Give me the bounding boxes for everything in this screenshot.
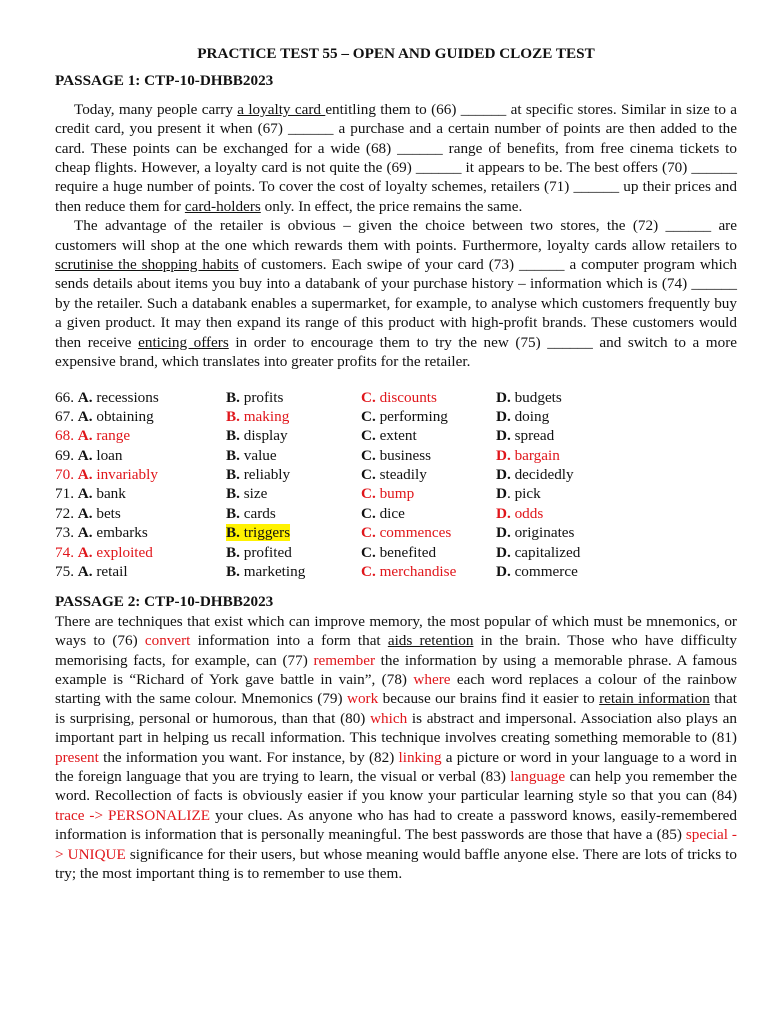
- option-text: marketing: [243, 563, 306, 581]
- option-b: [226, 562, 305, 581]
- option-c: [361, 543, 436, 562]
- option-letter: A.: [77, 388, 93, 406]
- option-letter: B.: [226, 446, 240, 464]
- option-a: [55, 446, 123, 465]
- option-d: [496, 426, 554, 445]
- question-row: [55, 543, 737, 562]
- option-letter: D.: [496, 466, 511, 484]
- option-d: [496, 523, 574, 542]
- option-letter: A.: [77, 466, 93, 484]
- option-b: [226, 504, 276, 523]
- option-letter: C.: [361, 407, 376, 425]
- option-text: merchandise: [379, 563, 457, 581]
- option-a: [55, 465, 158, 484]
- answer-options: [55, 388, 737, 582]
- option-a: [55, 504, 121, 523]
- option-letter: D: [496, 485, 507, 503]
- passage-text: the information by using a memorable phrase. A famous example is “Richard of York gave battle in vain”, (78): [55, 651, 737, 689]
- question-number: 74.: [55, 543, 78, 561]
- option-letter: D.: [496, 388, 511, 406]
- option-letter: D.: [496, 446, 511, 464]
- option-text: dice: [379, 504, 405, 522]
- passage-text: in the brain. Those who have difficulty memorising facts, for example, can (77): [55, 632, 737, 669]
- option-b: [226, 543, 292, 562]
- answer-text: linking: [398, 748, 442, 766]
- passage-text: information into a form that: [190, 632, 388, 650]
- passage-text: Today, many people carry: [74, 100, 238, 118]
- option-letter: D.: [496, 504, 511, 522]
- option-text: benefited: [379, 543, 437, 561]
- option-text: budgets: [514, 388, 562, 406]
- option-b: [226, 465, 290, 484]
- option-text: obtaining: [96, 407, 154, 425]
- passage-text: is abstract and impersonal. Association also plays an important part in helping us recall information. This technique involves creating something memorable to (81): [55, 709, 737, 747]
- option-letter: A.: [77, 563, 93, 581]
- question-number: 72.: [55, 504, 78, 522]
- option-letter: B.: [226, 466, 240, 484]
- option-letter: B.: [226, 524, 240, 542]
- option-c: [361, 388, 437, 407]
- option-letter: C.: [361, 427, 376, 445]
- question-number: 70.: [55, 466, 78, 484]
- question-row: [55, 523, 737, 542]
- underlined-phrase: scrutinise the shopping habits: [55, 256, 239, 274]
- underlined-phrase: enticing offers: [138, 333, 229, 351]
- option-c: [361, 465, 427, 484]
- question-row: [55, 407, 737, 426]
- underlined-phrase: card-holders: [184, 197, 261, 215]
- option-text: bank: [96, 485, 126, 503]
- option-letter: A.: [77, 524, 93, 542]
- option-c: [361, 407, 448, 426]
- option-d: [496, 388, 562, 407]
- option-text: bargain: [514, 446, 560, 464]
- question-row: [55, 504, 737, 523]
- passage-text: only. In effect, the price remains the same.: [260, 197, 523, 215]
- option-letter: D.: [496, 543, 511, 561]
- option-letter: C.: [361, 504, 376, 522]
- passage-text: of customers. Each swipe of your card (73) ______ a computer program which sends details about items you buy into a databank of your purchase history – information which is (74) ______ by the retailer. Such a databank enables a supermarket, for example, to analyse which customers frequently buy a given product. It may then expand its range of this product with high-profit brands. These customers would then receive: [55, 256, 738, 351]
- option-text: commerce: [514, 563, 578, 581]
- passage-text: can help you remember the word. Recollection of facts is obviously easier if you know your particular learning style so that you can (84): [55, 768, 738, 805]
- option-b: [226, 523, 290, 542]
- option-d: [496, 562, 578, 581]
- option-letter: D.: [496, 427, 511, 445]
- passage1-heading: PASSAGE 1: CTP-10-DHBB2023: [55, 72, 274, 90]
- option-letter: A.: [77, 407, 93, 425]
- answer-text: present: [55, 748, 99, 766]
- question-row: [55, 484, 737, 503]
- question-number: 71.: [55, 485, 78, 503]
- underlined-phrase: a loyalty card: [237, 100, 326, 118]
- answer-text: trace -> PERSONALIZE: [55, 806, 211, 824]
- option-letter: B.: [226, 485, 240, 503]
- option-a: [55, 484, 126, 503]
- passage1-paragraph: [55, 216, 737, 371]
- option-a: [55, 426, 130, 445]
- option-letter: A.: [77, 543, 93, 561]
- option-letter: B.: [226, 504, 240, 522]
- option-letter: D.: [496, 407, 511, 425]
- option-letter: C.: [361, 485, 376, 503]
- option-text: pick: [514, 485, 541, 503]
- option-b: [226, 388, 283, 407]
- option-text: odds: [514, 504, 544, 522]
- option-d: [496, 484, 541, 503]
- option-text: capitalized: [514, 543, 581, 561]
- option-a: [55, 562, 128, 581]
- option-d: [496, 407, 549, 426]
- option-text: embarks: [96, 524, 148, 542]
- answer-text: which: [370, 709, 408, 727]
- option-c: [361, 504, 405, 523]
- passage-text: each word replaces a colour of the rainbow starting with the same colour. Mnemonics (79): [55, 671, 737, 708]
- option-text: loan: [96, 446, 123, 464]
- option-b: [226, 484, 267, 503]
- option-text: reliably: [243, 466, 291, 484]
- answer-text: language: [510, 768, 566, 786]
- option-text: profited: [243, 543, 292, 561]
- option-letter: C.: [361, 543, 376, 561]
- option-letter: C.: [361, 524, 376, 542]
- passage-text: in order to encourage them to try the new (75) ______ and switch to a more expensive brand, which translates into greater profits for the retailer.: [55, 333, 737, 371]
- option-letter: A.: [77, 427, 93, 445]
- option-text: display: [243, 427, 288, 445]
- option-c: [361, 426, 417, 445]
- option-letter: B.: [226, 407, 240, 425]
- question-row: [55, 388, 737, 407]
- option-letter: C.: [361, 563, 376, 581]
- option-letter: B.: [226, 563, 240, 581]
- option-letter: D.: [496, 563, 511, 581]
- option-text: steadily: [379, 466, 427, 484]
- passage1-body: [55, 100, 737, 372]
- passage-text: The advantage of the retailer is obvious – given the choice between two stores, the (72) ______ are customers will shop at the one which rewards them with points. Furthermore, loyalty cards allow retailers to: [55, 217, 737, 254]
- underlined-phrase: aids retention: [387, 632, 474, 650]
- option-a: [55, 407, 154, 426]
- option-text: cards: [243, 504, 276, 522]
- document-page: [55, 44, 737, 884]
- option-a: [55, 543, 153, 562]
- option-c: [361, 523, 451, 542]
- option-letter: B.: [226, 427, 240, 445]
- option-b: [226, 446, 277, 465]
- option-text: extent: [379, 427, 417, 445]
- question-number: 66.: [55, 388, 78, 406]
- option-d: [496, 446, 560, 465]
- question-row: [55, 426, 737, 445]
- passage-text: because our brains find it easier to: [378, 690, 600, 708]
- passage2-paragraph: [55, 612, 737, 884]
- passage-text: that is surprising, personal or humorous, than that (80): [55, 690, 737, 727]
- option-text: spread: [514, 427, 555, 445]
- option-c: [361, 484, 414, 503]
- option-a: [55, 388, 159, 407]
- question-row: [55, 562, 737, 581]
- question-number: 68.: [55, 427, 78, 445]
- option-c: [361, 446, 431, 465]
- option-b: [226, 407, 289, 426]
- question-row: [55, 465, 737, 484]
- option-a: [55, 523, 148, 542]
- option-letter: A.: [77, 485, 93, 503]
- option-text: originates: [514, 524, 575, 542]
- question-row: [55, 446, 737, 465]
- option-text: range: [96, 427, 131, 445]
- answer-text: where: [413, 671, 451, 689]
- question-number: 75.: [55, 563, 78, 581]
- option-letter: C.: [361, 466, 376, 484]
- option-c: [361, 562, 456, 581]
- answer-text: convert: [144, 632, 191, 650]
- option-d: [496, 465, 574, 484]
- option-text: exploited: [96, 543, 153, 561]
- option-letter: C.: [361, 446, 376, 464]
- passage2-heading: PASSAGE 2: CTP-10-DHBB2023: [55, 593, 274, 611]
- option-letter: A.: [77, 446, 93, 464]
- option-text: retail: [96, 563, 128, 581]
- highlighted-option: [226, 524, 290, 541]
- question-number: 73.: [55, 524, 78, 542]
- option-letter: B.: [226, 543, 240, 561]
- option-text: making: [243, 407, 290, 425]
- option-text: business: [379, 446, 432, 464]
- option-text: performing: [379, 407, 448, 425]
- passage-text: a picture or word in your language to a word in the foreign language that you are trying to learn, the visual or verbal (83): [55, 748, 737, 786]
- option-text: doing: [514, 407, 550, 425]
- option-d: [496, 543, 580, 562]
- option-letter: B.: [226, 388, 240, 406]
- passage-text: your clues. As anyone who has had to create a password knows, easily-remembered information is information that is personally meaningful. The best passwords are those that have a (85): [55, 806, 737, 844]
- question-number: 69.: [55, 446, 78, 464]
- option-text: size: [243, 485, 268, 503]
- passage-text: significance for their users, but whose meaning would baffle anyone else. There are lots of tricks to try; the most important thing is to remember to use them.: [55, 845, 737, 883]
- answer-text: remember: [313, 651, 375, 669]
- answer-text: work: [347, 690, 379, 708]
- option-text: invariably: [96, 466, 158, 484]
- page-title: PRACTICE TEST 55 – OPEN AND GUIDED CLOZE TEST: [197, 45, 595, 62]
- option-letter: C.: [361, 388, 376, 406]
- option-separator: .: [506, 485, 511, 503]
- option-b: [226, 426, 288, 445]
- option-letter: A.: [77, 504, 93, 522]
- option-text: bets: [96, 504, 121, 522]
- option-text: discounts: [379, 388, 437, 406]
- option-letter: D.: [496, 524, 511, 542]
- option-text: recessions: [96, 388, 159, 406]
- passage1-paragraph: [55, 100, 737, 216]
- option-text: bump: [379, 485, 415, 503]
- answer-text: special -> UNIQUE: [55, 826, 737, 863]
- option-text: commences: [379, 524, 452, 542]
- passage-text: There are techniques that exist which can improve memory, the most popular of which must be mnemonics, or ways to (76): [55, 612, 737, 650]
- option-text: decidedly: [514, 466, 574, 484]
- underlined-phrase: retain information: [599, 690, 710, 708]
- option-text: triggers: [243, 524, 291, 542]
- option-text: profits: [243, 388, 284, 406]
- question-number: 67.: [55, 407, 78, 425]
- passage-text: entitling them to (66) ______ at specific stores. Similar in size to a credit card, you present it when (67) ______ a purchase and a certain number of points are then added to the card. These points can be exchanged for a wide (68) ______ range of benefits, from free cinema tickets to cheap flights. However, a loyalty card is not quite the (69) ______ it appears to be. The best offers (70) ______ require a huge number of points. To cover the cost of loyalty schemes, retailers (71) ______ up their prices and then reduce them for: [55, 100, 737, 215]
- option-d: [496, 504, 543, 523]
- option-text: value: [243, 446, 277, 464]
- passage-text: the information you want. For instance, by (82): [98, 748, 399, 766]
